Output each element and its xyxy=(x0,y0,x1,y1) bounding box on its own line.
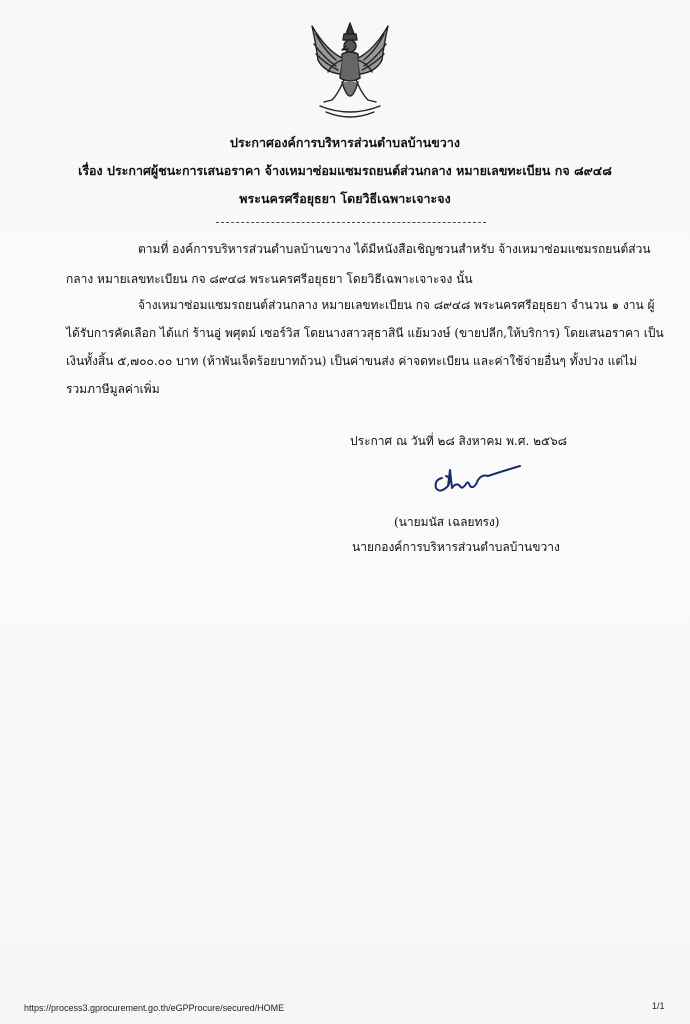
garuda-emblem-icon xyxy=(302,20,398,124)
header-title: ประกาศองค์การบริหารส่วนตำบลบ้านขวาง xyxy=(230,135,460,150)
header-subject: เรื่อง ประกาศผู้ชนะการเสนอราคา จ้างเหมาซ่อมแซมรถยนต์ส่วนกลาง หมายเลขทะเบียน กจ ๘๙๔๘ xyxy=(78,163,612,178)
footer-url: https://process3.gprocurement.go.th/eGPProcure/secured/HOME xyxy=(24,1003,285,1013)
handwritten-signature xyxy=(428,456,528,504)
header-subject-cont: พระนครศรีอยุธยา โดยวิธีเฉพาะเจาะจง xyxy=(239,191,451,206)
paragraph-2-line-3: เงินทั้งสิ้น ๕,๗๐๐.๐๐ บาท (ห้าพันเจ็ดร้อยบาทถ้วน) เป็นค่าขนส่ง ค่าจดทะเบียน และค่าใช้จ่ายอื่นๆ ทั้งปวง แต่ไม่ xyxy=(66,354,638,368)
signer-name: (นายมนัส เฉลยทรง) xyxy=(394,515,500,529)
header-divider xyxy=(216,222,486,223)
signer-title: นายกองค์การบริหารส่วนตำบลบ้านขวาง xyxy=(352,540,560,554)
announcement-date: ประกาศ ณ วันที่ ๒๘ สิงหาคม พ.ศ. ๒๕๖๘ xyxy=(350,434,567,448)
paragraph-1-line-2: กลาง หมายเลขทะเบียน กจ ๘๙๔๘ พระนครศรีอยุธยา โดยวิธีเฉพาะเจาะจง นั้น xyxy=(66,272,473,286)
paragraph-2-line-1: จ้างเหมาซ่อมแซมรถยนต์ส่วนกลาง หมายเลขทะเบียน กจ ๘๙๔๘ พระนครศรีอยุธยา จำนวน ๑ งาน ผู้ xyxy=(138,298,655,312)
paragraph-2-line-4: รวมภาษีมูลค่าเพิ่ม xyxy=(66,382,160,396)
paragraph-1-line-1: ตามที่ องค์การบริหารส่วนตำบลบ้านขวาง ได้มีหนังสือเชิญชวนสำหรับ จ้างเหมาซ่อมแซมรถยนต์ส่วน xyxy=(138,242,651,256)
footer-page-number: 1/1 xyxy=(652,1001,665,1011)
paragraph-2-line-2: ได้รับการคัดเลือก ได้แก่ ร้านอู่ พศุตม์ เซอร์วิส โดยนางสาวสุธาสินี แย้มวงษ์ (ขายปลีก,ให้บริการ) โดยเสนอราคา เป็น xyxy=(66,326,664,340)
